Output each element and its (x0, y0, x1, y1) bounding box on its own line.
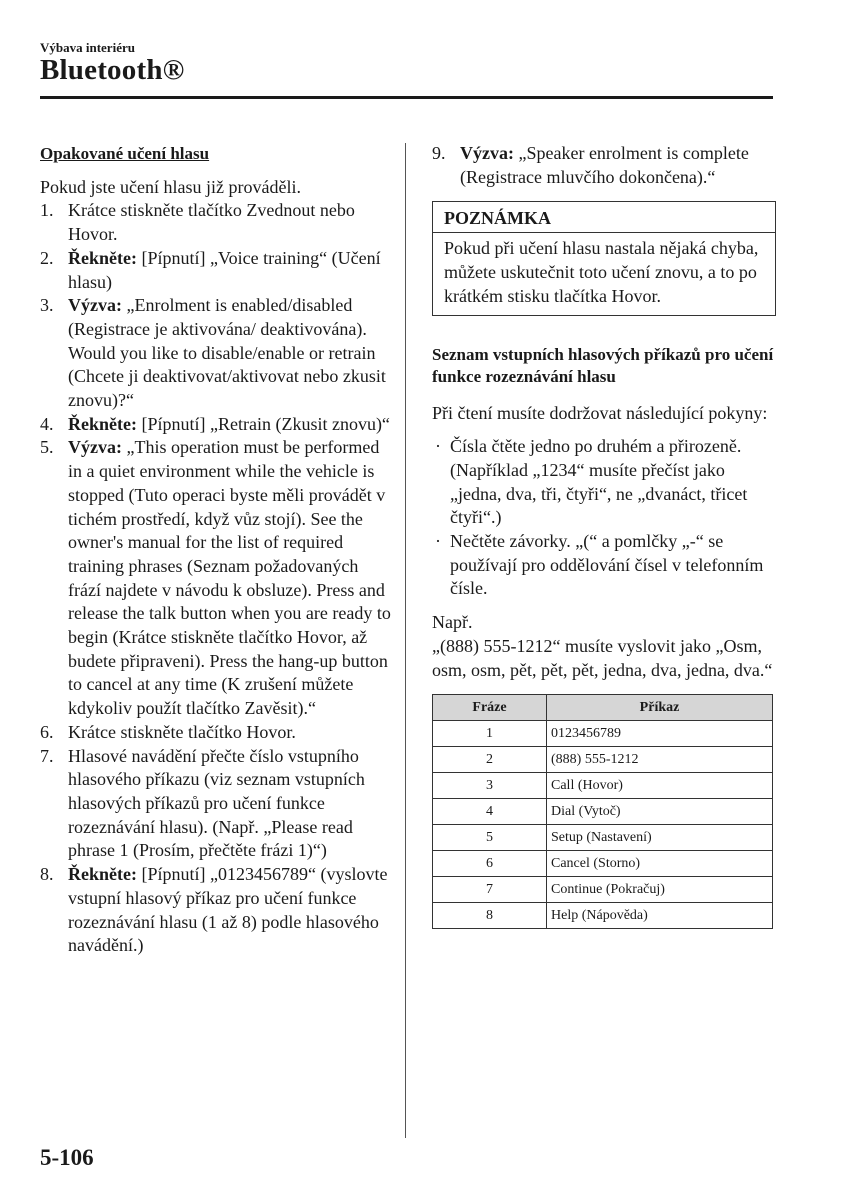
step-text: [Pípnutí] „Voice training“ (Učení hlasu) (68, 247, 381, 292)
example-label: Např. (432, 612, 473, 633)
spacer (432, 601, 776, 611)
command-cell: Setup (Nastavení) (547, 825, 773, 851)
step-item (40, 436, 392, 720)
phrase-cell: 8 (433, 903, 547, 929)
command-cell: Help (Nápověda) (547, 903, 773, 929)
step-item (432, 142, 776, 189)
note-box (432, 201, 776, 315)
right-column (432, 142, 776, 929)
example-text: „(888) 555-1212“ musíte vyslovit jako „Osm, osm, osm, pět, pět, pět, jedna, dva, jedna, dva.“ (432, 635, 773, 680)
step-item (40, 721, 392, 745)
step-text: „Speaker enrolment is complete (Registrace mluvčího dokončena).“ (460, 143, 749, 187)
phrase-cell: 4 (433, 799, 547, 825)
command-cell: Dial (Vytoč) (547, 799, 773, 825)
step-item (40, 247, 392, 294)
column-header-command: Příkaz (547, 695, 773, 721)
bullet-dot-icon: · (435, 531, 441, 552)
commands-heading: Seznam vstupních hlasových příkazů pro učení funkce rozeznávání hlasu (432, 344, 774, 386)
note-title: POZNÁMKA (433, 202, 775, 233)
command-cell: 0123456789 (547, 721, 773, 747)
phrases-table (432, 694, 773, 929)
instructions-list (432, 435, 776, 601)
phrase-cell: 2 (433, 747, 547, 773)
instruction-text: Čísla čtěte jedno po druhém a přirozeně. (Například „1234“ musíte přečíst jako „jedna, dva, tři, čtyři“, ne „dvanáct, třicet čtyři“.) (450, 436, 748, 528)
spacer (432, 425, 776, 435)
page-title: Bluetooth® (40, 54, 185, 86)
step-text: [Pípnutí] „Retrain (Zkusit znovu)“ (136, 413, 390, 434)
step-text: Krátce stiskněte tlačítko Zvednout nebo Hovor. (68, 200, 355, 245)
step-item (40, 294, 392, 413)
step-text: „Enrolment is enabled/disabled (Registrace je aktivována/ deaktivována). Would you like to disable/enable or retrain (Chcete ji deaktivovat/aktivovat nebo zkusit znovu)?“ (68, 295, 386, 411)
retraining-steps-continued (432, 142, 776, 189)
step-number: 5. (40, 437, 54, 458)
step-number: 9. (432, 143, 446, 163)
note-body: Pokud při učení hlasu nastala nějaká chyba, můžete uskutečnit toto učení znovu, a to po krátkém stisku tlačítka Hovor. (444, 238, 759, 306)
step-keyword: Řekněte: (68, 413, 137, 434)
step-keyword: Výzva: (68, 437, 122, 458)
step-item (40, 199, 392, 246)
table-row (433, 851, 773, 877)
step-keyword: Řekněte: (68, 247, 137, 268)
instruction-text: Nečtěte závorky. „(“ a pomlčky „-“ se používají pro oddělování čísel v telefonním čísle. (450, 531, 764, 599)
step-text: [Pípnutí] „0123456789“ (vyslovte vstupní hlasový příkaz pro učení funkce rozeznávání hlasu (1 až 8) podle hlasového navádění.) (68, 864, 388, 956)
retraining-intro: Pokud jste učení hlasu již prováděli. (40, 176, 301, 197)
command-cell: Call (Hovor) (547, 773, 773, 799)
table-header-row (433, 695, 773, 721)
table-row (433, 799, 773, 825)
table-row (433, 721, 773, 747)
instructions-intro: Při čtení musíte dodržovat následující pokyny: (432, 402, 768, 423)
step-number: 8. (40, 864, 54, 885)
retraining-heading: Opakované učení hlasu (40, 144, 210, 163)
step-keyword: Výzva: (460, 143, 514, 163)
command-cell: Continue (Pokračuj) (547, 877, 773, 903)
table-row (433, 903, 773, 929)
instruction-item (432, 435, 776, 530)
phrase-cell: 6 (433, 851, 547, 877)
spacer (432, 388, 776, 402)
step-keyword: Výzva: (68, 295, 122, 316)
step-number: 1. (40, 200, 54, 221)
step-number: 2. (40, 247, 54, 268)
step-item (40, 413, 392, 437)
step-item (40, 745, 392, 864)
step-number: 6. (40, 721, 54, 742)
left-column (40, 142, 392, 958)
table-row (433, 747, 773, 773)
step-number: 7. (40, 745, 54, 766)
header-rule (40, 96, 773, 99)
column-header-phrase: Fráze (433, 695, 547, 721)
phrase-cell: 7 (433, 877, 547, 903)
step-text: „This operation must be performed in a quiet environment while the vehicle is stopped (Tuto operaci byste měli provádět v tichém prostředí, když vůz stojí). See the owner's manual for the list of required training phrases (Seznam požadovaných frází najdete v návodu k obsluze). Press and release the talk button when you are ready to begin (Krátce stiskněte tlačítko Hovor, až budete připraveni). Press the hang-up button to cancel at any time (K zrušení můžete kdykoliv použít tlačítko Zavěsit).“ (68, 437, 391, 719)
table-row (433, 825, 773, 851)
table-row (433, 877, 773, 903)
phrase-cell: 3 (433, 773, 547, 799)
phrase-cell: 1 (433, 721, 547, 747)
phrase-cell: 5 (433, 825, 547, 851)
page-number: 5-106 (40, 1145, 94, 1170)
command-cell: Cancel (Storno) (547, 851, 773, 877)
step-item (40, 863, 392, 958)
retraining-steps (40, 199, 392, 958)
command-cell: (888) 555-1212 (547, 747, 773, 773)
instruction-item (432, 530, 776, 601)
table-row (433, 773, 773, 799)
step-keyword: Řekněte: (68, 864, 137, 885)
section-label: Výbava interiéru (40, 40, 135, 55)
step-text: Krátce stiskněte tlačítko Hovor. (68, 721, 296, 742)
column-divider (405, 143, 406, 1138)
step-text: Hlasové navádění přečte číslo vstupního hlasového příkazu (viz seznam vstupních hlasových příkazů pro učení funkce rozeznávání hlasu). (Např. „Please read phrase 1 (Prosím, přečtěte frázi 1)“) (68, 745, 365, 861)
step-number: 3. (40, 295, 54, 316)
bullet-dot-icon: · (435, 436, 441, 457)
step-number: 4. (40, 413, 54, 434)
